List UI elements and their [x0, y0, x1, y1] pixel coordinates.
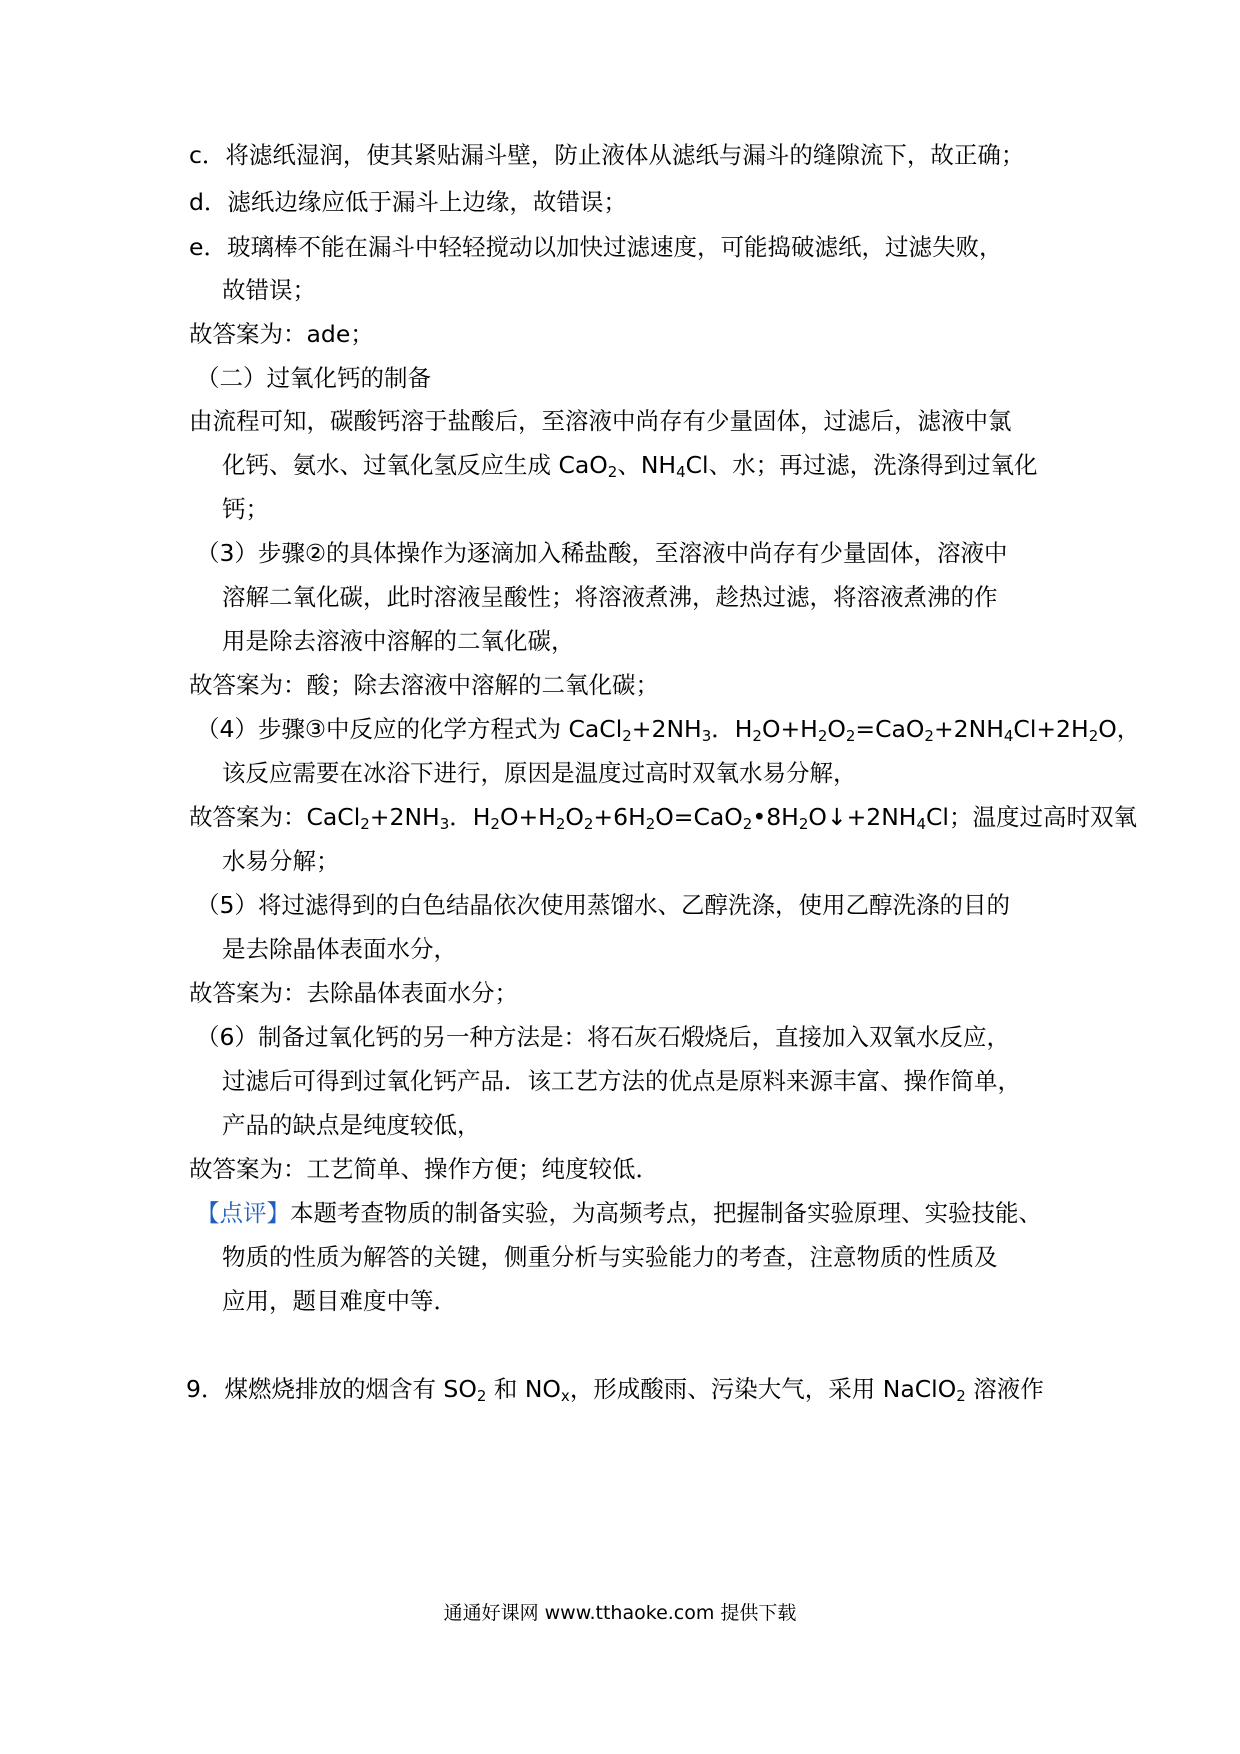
comment-line: [196, 1198, 1042, 1228]
text-line-q6-cont: 过滤后可得到过氧化钙产品．该工艺方法的优点是原料来源丰富、操作简单，: [222, 1067, 1021, 1095]
subscript: 4: [1003, 727, 1014, 745]
text-run: 化钙、氨水、过氧化氢反应生成 CaO: [222, 451, 608, 479]
text-line-d: d．滤纸边缘应低于漏斗上边缘，故错误；: [189, 188, 627, 216]
subscript: x: [560, 1387, 570, 1405]
text-run: =CaO: [855, 715, 925, 743]
text-run: ，形成酸雨、污染大气，采用 NaClO: [569, 1375, 957, 1403]
subscript: 2: [798, 815, 809, 833]
text-run: （4）步骤③中反应的化学方程式为 CaCl: [196, 715, 623, 743]
text-run: 、NH: [617, 451, 677, 479]
subscript: 3: [701, 727, 712, 745]
text-run: ．H: [449, 803, 491, 831]
text-line-q5-cont: 是去除晶体表面水分，: [222, 935, 457, 963]
text-line-q5: （5）将过滤得到的白色结晶依次使用蒸馏水、乙醇洗涤，使用乙醇洗涤的目的: [196, 891, 1010, 919]
subscript: 2: [476, 1387, 487, 1405]
text-line-q3: （3）步骤②的具体操作为逐滴加入稀盐酸，至溶液中尚存有少量固体，溶液中: [196, 539, 1008, 567]
subscript: 2: [1088, 727, 1099, 745]
subscript: 2: [956, 1387, 966, 1405]
text-run: +2NH: [631, 715, 702, 743]
text-line-q4-cont: 该反应需要在冰浴下进行，原因是温度过高时双氧水易分解，: [222, 759, 857, 787]
comment-tag: 【点评】: [196, 1199, 290, 1227]
subscript: 4: [676, 463, 686, 481]
text-run: 溶液作: [965, 1375, 1044, 1403]
question-9-line: [186, 1374, 1044, 1404]
text-line-q6-end: 产品的缺点是纯度较低，: [222, 1111, 481, 1139]
answer-line: 故答案为：工艺简单、操作方便；纯度较低．: [189, 1155, 659, 1183]
text-run: 和 NO: [486, 1375, 561, 1403]
text-line-flow: 由流程可知，碳酸钙溶于盐酸后，至溶液中尚存有少量固体，过滤后，滤液中氯: [189, 407, 1012, 435]
text-run: O: [565, 803, 584, 831]
text-run: O+H: [499, 803, 556, 831]
text-line-flow-end: 钙；: [222, 495, 269, 523]
text-run: Cl+2H: [1013, 715, 1089, 743]
text-run: O+H: [761, 715, 818, 743]
answer-line: 故答案为：ade；: [189, 320, 374, 348]
answer-line-cont: 水易分解；: [222, 847, 340, 875]
subscript: 2: [555, 815, 566, 833]
answer-line: 故答案为：酸；除去溶液中溶解的二氧化碳；: [189, 671, 659, 699]
page-footer: 通通好课网 www.tthaoke.com 提供下载: [443, 1602, 797, 1624]
text-line-q3-cont: 溶解二氧化碳，此时溶液呈酸性；将溶液煮沸，趁热过滤，将溶液煮沸的作: [222, 583, 998, 611]
subscript: 2: [742, 815, 753, 833]
subscript: 2: [817, 727, 828, 745]
text-line-q6: （6）制备过氧化钙的另一种方法是：将石灰石煅烧后，直接加入双氧水反应，: [196, 1023, 1010, 1051]
subscript: 2: [583, 815, 594, 833]
text-run: O=CaO: [655, 803, 743, 831]
text-run: 故答案为：CaCl: [189, 803, 361, 831]
text-run: O↓+2NH: [808, 803, 917, 831]
text-run: ．H: [711, 715, 753, 743]
answer-line-equation: [189, 802, 1137, 832]
subscript: 2: [645, 815, 656, 833]
text-run: •8H: [752, 803, 799, 831]
text-run: +6H: [593, 803, 646, 831]
subscript: 2: [360, 815, 370, 833]
subscript: 2: [622, 727, 632, 745]
subscript: 2: [490, 815, 500, 833]
text-run: 本题考查物质的制备实验，为高频考点，把握制备实验原理、实验技能、: [290, 1199, 1042, 1227]
subscript: 2: [752, 727, 762, 745]
subscript: 2: [924, 727, 934, 745]
comment-line-end: 应用，题目难度中等．: [222, 1287, 457, 1315]
subscript: 4: [916, 815, 927, 833]
text-run: +2NH: [369, 803, 440, 831]
text-line-e: e．玻璃棒不能在漏斗中轻轻搅动以加快过滤速度，可能捣破滤纸，过滤失败，: [189, 233, 1003, 261]
text-line-q3-end: 用是除去溶液中溶解的二氧化碳，: [222, 627, 575, 655]
comment-line-cont: 物质的性质为解答的关键，侧重分析与实验能力的考查，注意物质的性质及: [222, 1243, 998, 1271]
subscript: 2: [607, 463, 618, 481]
text-line-q4: [196, 714, 1140, 744]
text-line-c: c．将滤纸湿润，使其紧贴漏斗壁，防止液体从滤纸与漏斗的缝隙流下，故正确；: [189, 141, 1025, 169]
section-heading: （二）过氧化钙的制备: [196, 364, 431, 392]
text-run: Cl；温度过高时双氧: [926, 803, 1137, 831]
subscript: 3: [439, 815, 450, 833]
answer-line: 故答案为：去除晶体表面水分；: [189, 979, 518, 1007]
text-line-flow-cont: [222, 450, 1038, 480]
text-line-e-cont: 故错误；: [222, 276, 316, 304]
text-run: +2NH: [933, 715, 1004, 743]
text-run: Cl、水；再过滤，洗涤得到过氧化: [685, 451, 1038, 479]
text-run: O: [827, 715, 846, 743]
text-run: O，: [1098, 715, 1141, 743]
subscript: 2: [845, 727, 856, 745]
text-run: 9．煤燃烧排放的烟含有 SO: [186, 1375, 477, 1403]
